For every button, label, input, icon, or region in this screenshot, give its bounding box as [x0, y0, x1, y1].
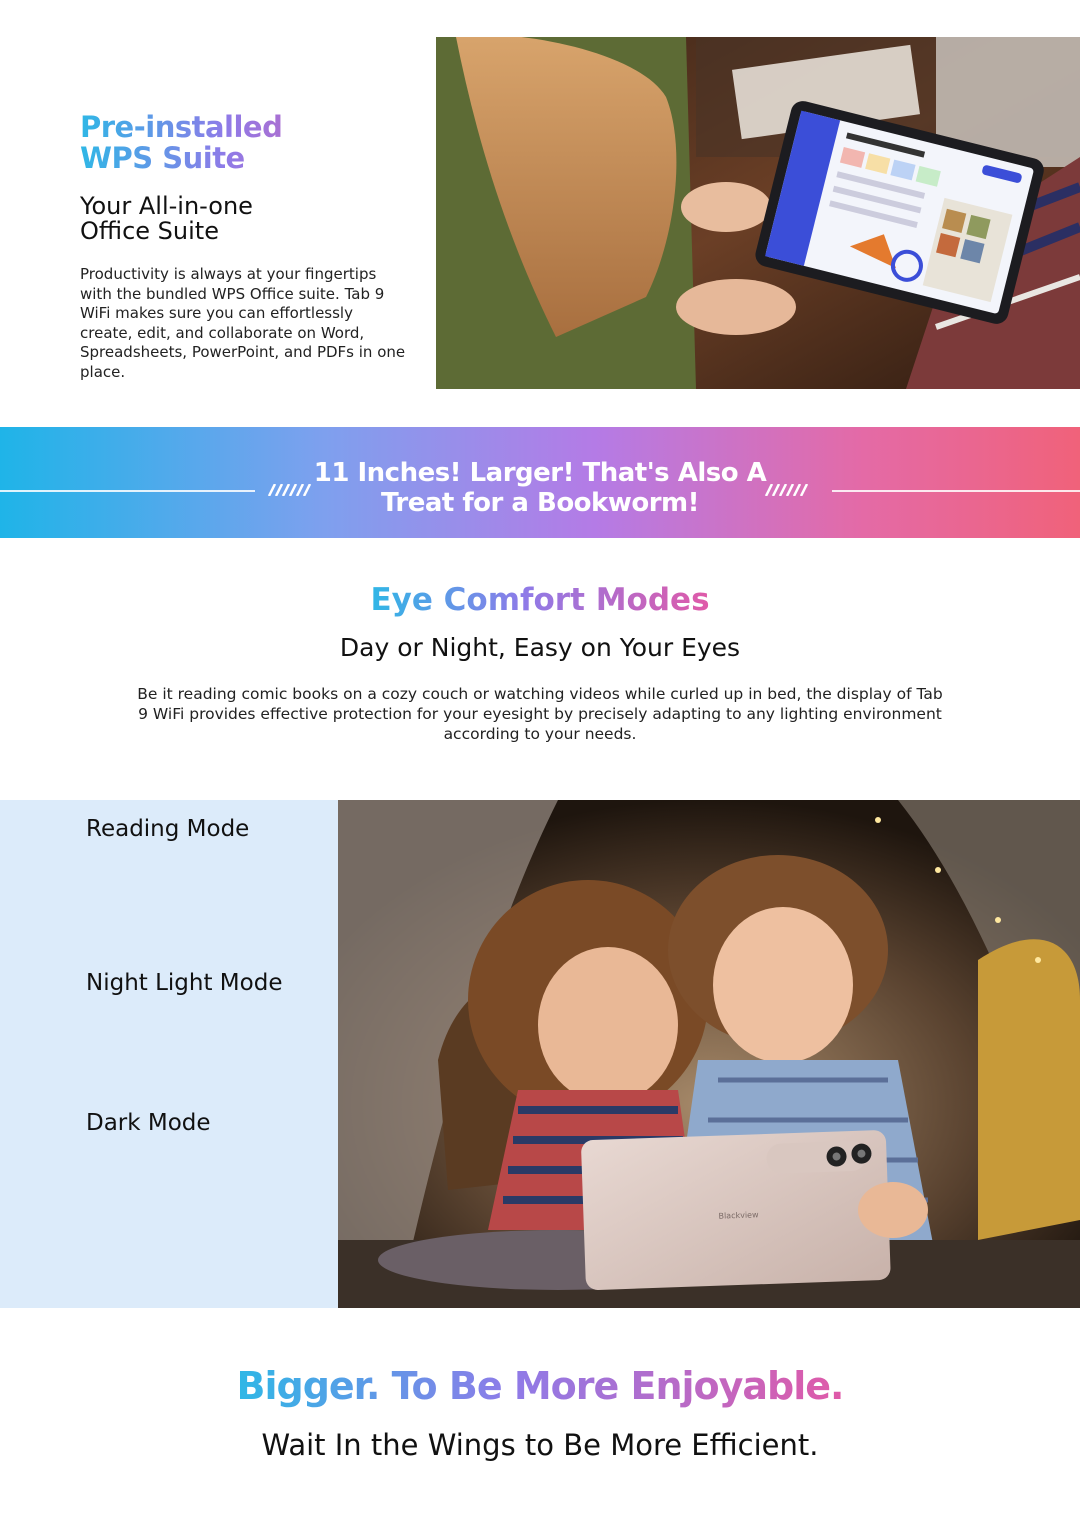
- eye-comfort-title: Eye Comfort Modes: [370, 582, 710, 618]
- modes-panel: [0, 800, 338, 1308]
- wps-subtitle: Your All-in-one Office Suite: [80, 192, 253, 245]
- wps-description: Productivity is always at your fingertips with the bundled WPS Office suite. Tab 9 WiFi makes sure you can effortlessly create, edit, and collaborate on Word, Spreadsheets, PowerPoint, and PDFs in one place.: [80, 265, 406, 381]
- mode-dark: Dark Mode: [86, 1110, 211, 1136]
- reading-photo: [338, 800, 1080, 1308]
- mode-reading: Reading Mode: [86, 816, 250, 842]
- bigger-title: Bigger. To Be More Enjoyable.: [236, 1364, 844, 1408]
- banner-title: 11 Inches! Larger! That's Also A Treat for a Bookworm!: [313, 458, 767, 518]
- eye-comfort-description: Be it reading comic books on a cozy couch or watching videos while curled up in bed, the display of Tab 9 WiFi provides effective protection for your eyesight by precisely adapting to any lighting environment according to your needs.: [137, 685, 943, 743]
- banner-divider-right: [832, 490, 1080, 492]
- office-photo: [436, 37, 1080, 389]
- bigger-subtitle: Wait In the Wings to Be More Efficient.: [261, 1428, 819, 1462]
- wps-title: Pre-installed WPS Suite: [80, 112, 400, 174]
- banner-divider-left: [0, 490, 255, 492]
- mode-night-light: Night Light Mode: [86, 970, 283, 996]
- tablet-brand-label: Blackview: [718, 1210, 759, 1221]
- eye-comfort-subtitle: Day or Night, Easy on Your Eyes: [339, 633, 741, 662]
